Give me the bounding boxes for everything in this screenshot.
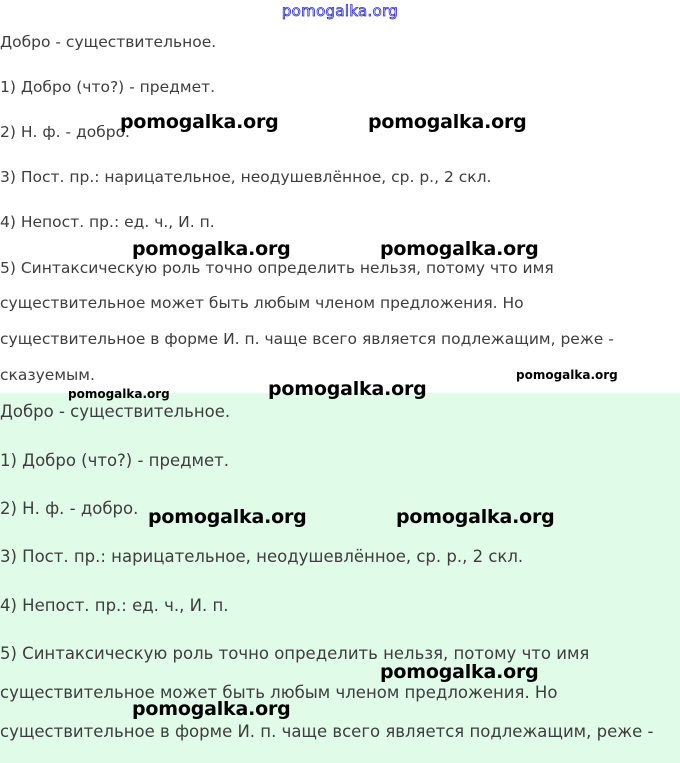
text-line: существительное может быть любым членом предложения. Но <box>0 683 558 702</box>
text-line: 1) Добро (что?) - предмет. <box>0 78 216 96</box>
text-line: существительное в форме И. п. чаще всего является подлежащим, реже - <box>0 722 654 741</box>
text-line: существительное может быть любым членом предложения. Но <box>0 294 524 312</box>
text-line: сказуемым. <box>0 366 95 384</box>
answer-block-1 <box>0 25 680 393</box>
text-line: 4) Непост. пр.: ед. ч., И. п. <box>0 596 229 615</box>
text-line: 4) Непост. пр.: ед. ч., И. п. <box>0 213 215 231</box>
answer-block-2 <box>0 393 680 763</box>
text-line: Добро - существительное. <box>0 33 217 51</box>
watermark: pomogalka.org <box>516 368 618 382</box>
watermark: pomogalka.org <box>396 506 555 528</box>
text-line: 1) Добро (что?) - предмет. <box>0 451 229 470</box>
text-line: 3) Пост. пр.: нарицательное, неодушевлённое, ср. р., 2 скл. <box>0 547 524 566</box>
site-header-link[interactable]: pomogalka.org <box>281 2 399 20</box>
text-line: 3) Пост. пр.: нарицательное, неодушевлённое, ср. р., 2 скл. <box>0 168 492 186</box>
text-line: Добро - существительное. <box>0 402 231 421</box>
watermark: pomogalka.org <box>268 378 427 400</box>
watermark: pomogalka.org <box>368 111 527 133</box>
watermark: pomogalka.org <box>148 506 307 528</box>
watermark: pomogalka.org <box>132 238 291 260</box>
watermark: pomogalka.org <box>68 387 170 401</box>
watermark: pomogalka.org <box>380 661 539 683</box>
text-line: 5) Синтаксическую роль точно определить нельзя, потому что имя <box>0 259 554 277</box>
watermark: pomogalka.org <box>380 238 539 260</box>
text-line: 2) Н. ф. - добро. <box>0 123 130 141</box>
watermark: pomogalka.org <box>120 111 279 133</box>
watermark: pomogalka.org <box>132 698 291 720</box>
text-line: 2) Н. ф. - добро. <box>0 499 139 518</box>
text-line: существительное в форме И. п. чаще всего является подлежащим, реже - <box>0 330 614 348</box>
text-line: 5) Синтаксическую роль точно определить нельзя, потому что имя <box>0 644 590 663</box>
